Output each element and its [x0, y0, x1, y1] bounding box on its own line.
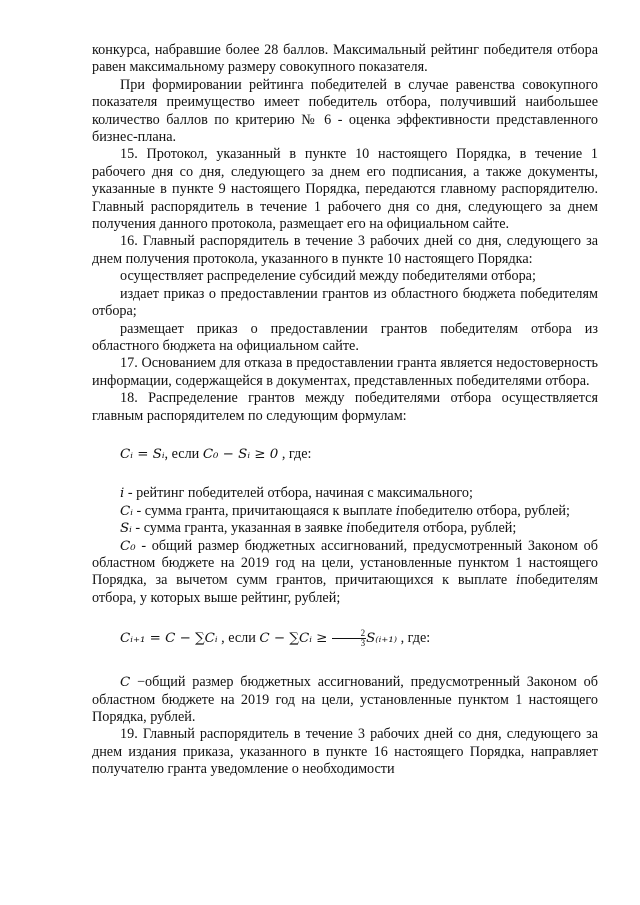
paragraph-clause-16: 16. Главный распорядитель в течение 3 рабочих дней со дня, следующего за днем получения протокола, указанного в пункте 10 настоящего Порядка: [92, 233, 598, 267]
symbol-i-inline: i [515, 573, 521, 589]
paragraph-order: издает приказ о предоставлении грантов из областного бюджета победителям отбора; [92, 285, 598, 320]
formula-1-where: , где: [278, 445, 312, 462]
definition-c [92, 674, 598, 726]
paragraph-continuation: конкурса, набравшие более 28 баллов. Максимальный рейтинг победителя отбора равен максимальному размеру совокупного показателя. [92, 42, 598, 76]
formula-2-lhs: Cᵢ₊₁ = C − ∑Cᵢ [120, 630, 218, 646]
definition-si-text: - сумма гранта, указанная в заявке [131, 520, 347, 537]
fraction-denominator: 3 [360, 638, 366, 649]
definition-c0 [92, 538, 598, 608]
paragraph-clause-19: 19. Главный распорядитель в течение 3 рабочих дней со дня, следующего за днем издания приказа, указанного в пункте 16 настоящего Порядка, направляет получателю гранта уведомление о необходимости [92, 726, 598, 778]
symbol-i: i [120, 486, 125, 502]
formula-2 [92, 629, 598, 648]
formula-2-tail-variable: S₍ᵢ₊₁₎ [366, 630, 398, 646]
paragraph-clause-18: 18. Распределение грантов между победителями отбора осуществляется главным распорядителем по следующим формулам: [92, 390, 598, 424]
symbol-ci: Cᵢ [120, 503, 133, 519]
formula-1 [92, 446, 598, 463]
paragraph-publish: размещает приказ о предоставлении грантов победителям отбора из областного бюджета на официальном сайте. [92, 320, 598, 354]
definition-si-tail: победителя отбора, рублей; [350, 520, 517, 537]
definition-ci [92, 503, 598, 520]
paragraph-clause-17: 17. Основанием для отказа в предоставлении гранта является недостоверность информации, содержащейся в документах, представленных победителями отбора. [92, 355, 598, 389]
formula-2-fraction [332, 629, 367, 648]
formula-2-condition: C − ∑Cᵢ ≥ [259, 630, 332, 646]
definition-ci-tail: победителю отбора, рублей; [400, 502, 570, 519]
formula-2-where: , где: [397, 629, 431, 646]
definition-ci-text: - сумма гранта, причитающаяся к выплате [132, 502, 396, 519]
formula-1-condition: C₀ − Sᵢ ≥ 0 [202, 446, 279, 462]
symbol-c0: C₀ [120, 538, 136, 554]
formula-1-if: , если [164, 445, 203, 462]
definition-i-text: - рейтинг победителей отбора, начиная с максимального; [124, 485, 473, 502]
symbol-si: Sᵢ [120, 521, 132, 537]
formula-2-if: , если [217, 629, 260, 646]
symbol-i-inline: i [395, 503, 401, 519]
fraction-numerator: 2 [332, 629, 367, 639]
paragraph-clause-15: 15. Протокол, указанный в пункте 10 настоящего Порядка, в течение 1 рабочего дня со дня, следующего за днем его подписания, а также документы, указанные в пункте 9 настоящего Порядка, передаются главному распорядителю. Главный распорядитель в течение 1 рабочего дня со дня, следующего за днем получения данного протокола, размещает его на официальном сайте. [92, 146, 598, 233]
definition-c0-tail: победителям отбора, у которых выше рейтинг, рублей; [92, 572, 598, 606]
paragraph-distribution: осуществляет распределение субсидий между победителями отбора; [120, 268, 536, 285]
definition-c0-text: - общий размер бюджетных ассигнований, предусмотренный Законом об областном бюджете на 2019 год на цели, установленные пунктом 1 настоящего Порядка, за вычетом сумм грантов, причитающихся к выплате [92, 537, 598, 589]
definition-c-text: −общий размер бюджетных ассигнований, предусмотренный Законом об областном бюджете на 2019 год на цели, установленные пунктом 1 настоящего Порядка, рублей. [92, 674, 598, 725]
definition-si [92, 520, 598, 537]
symbol-i-inline: i [346, 521, 351, 537]
symbol-c: C [120, 675, 131, 691]
document-body [92, 42, 598, 779]
definition-i [92, 485, 598, 502]
paragraph-tie-rule: При формировании рейтинга победителей в случае равенства совокупного показателя преимущество имеет победитель отбора, получивший наибольшее количество баллов по критерию № 6 - оценка эффективности представленного бизнес-плана. [92, 76, 598, 146]
formula-1-lhs: Cᵢ = Sᵢ [120, 446, 165, 462]
